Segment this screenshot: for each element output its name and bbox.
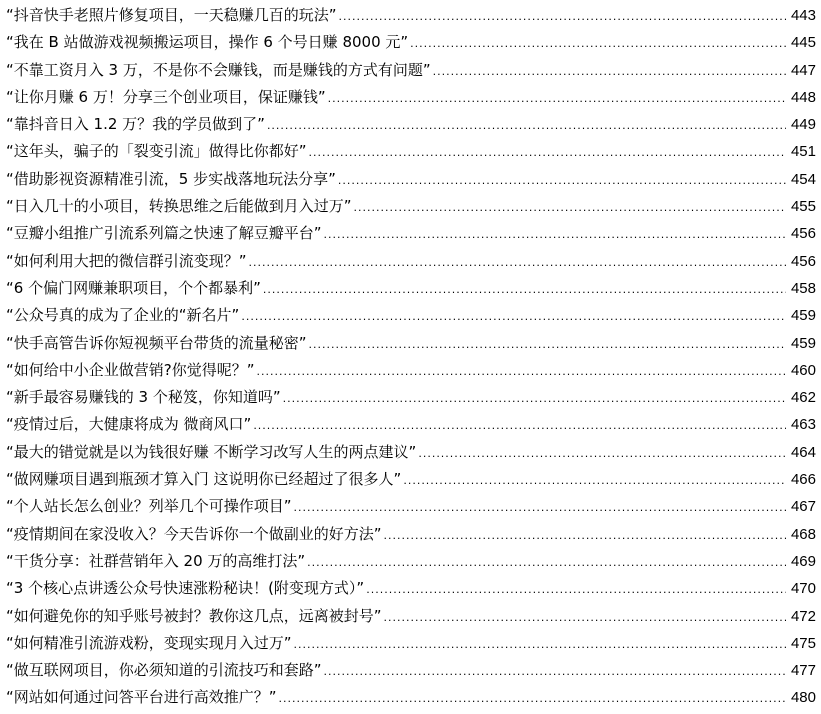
toc-entry[interactable] — [6, 657, 816, 684]
toc-entry-title: “网站如何通过问答平台进行高效推广？” — [6, 688, 277, 707]
toc-entry-title: “不靠工资月入 3 万，不是你不会赚钱，而是赚钱的方式有问题” — [6, 60, 431, 79]
toc-dot-leader — [354, 194, 786, 221]
toc-entry-page-number: 459 — [790, 307, 816, 325]
toc-entry-page-number: 462 — [790, 389, 816, 407]
toc-entry-title: “如何给中小企业做营销?你觉得呢？” — [6, 360, 255, 379]
toc-entry[interactable] — [6, 57, 816, 84]
toc-dot-leader — [279, 685, 786, 712]
toc-dot-leader — [403, 467, 786, 494]
toc-entry-page-number: 464 — [790, 443, 816, 461]
toc-entry[interactable] — [6, 29, 816, 56]
toc-dot-leader — [253, 412, 786, 439]
toc-entry-title: “疫情期间在家没收入？今天告诉你一个做副业的好方法” — [6, 524, 382, 543]
toc-entry[interactable] — [6, 603, 816, 630]
toc-dot-leader — [328, 85, 786, 112]
toc-entry[interactable] — [6, 466, 816, 493]
toc-entry[interactable] — [6, 330, 816, 357]
toc-entry[interactable] — [6, 193, 816, 220]
toc-entry[interactable] — [6, 302, 816, 329]
toc-entry-page-number: 480 — [790, 689, 816, 707]
toc-entry-title: “最大的错觉就是以为钱很好赚 不断学习改写人生的两点建议” — [6, 442, 417, 461]
toc-entry-title: “日入几十的小项目，转换思维之后能做到月入过万” — [6, 197, 352, 216]
toc-entry-page-number: 459 — [790, 334, 816, 352]
toc-entry-title: “我在 B 站做游戏视频搬运项目，操作 6 个号日赚 8000 元” — [6, 33, 409, 52]
toc-entry[interactable] — [6, 248, 816, 275]
toc-dot-leader — [384, 522, 786, 549]
toc-entry[interactable] — [6, 411, 816, 438]
toc-entry-title: “疫情过后，大健康将成为 微商风口” — [6, 415, 252, 434]
toc-dot-leader — [257, 358, 786, 385]
toc-entry-title: “做网赚项目遇到瓶颈才算入门 这说明你已经超过了很多人” — [6, 470, 402, 489]
toc-entry-title: “公众号真的成为了企业的“新名片” — [6, 306, 240, 325]
toc-entry[interactable] — [6, 111, 816, 138]
toc-entry[interactable] — [6, 493, 816, 520]
toc-entry-title: “靠抖音日入 1.2 万？我的学员做到了” — [6, 115, 265, 134]
toc-entry-page-number: 466 — [790, 471, 816, 489]
toc-entry-title: “如何利用大把的微信群引流变现？” — [6, 251, 247, 270]
toc-entry-title: “干货分享：社群营销年入 20 万的高维打法” — [6, 551, 306, 570]
toc-entry[interactable] — [6, 357, 816, 384]
toc-dot-leader — [294, 494, 786, 521]
toc-entry-page-number: 455 — [790, 198, 816, 216]
toc-entry-page-number: 458 — [790, 279, 816, 297]
toc-dot-leader — [366, 576, 786, 603]
toc-entry[interactable] — [6, 630, 816, 657]
toc-entry-page-number: 477 — [790, 662, 816, 680]
toc-dot-leader — [294, 631, 786, 658]
toc-entry-page-number: 463 — [790, 416, 816, 434]
toc-entry-page-number: 456 — [790, 225, 816, 243]
toc-entry[interactable] — [6, 521, 816, 548]
toc-dot-leader — [410, 30, 786, 57]
toc-entry-title: “这年头，骗子的「裂变引流」做得比你都好” — [6, 142, 307, 161]
toc-dot-leader — [384, 604, 786, 631]
toc-entry-page-number: 460 — [790, 361, 816, 379]
toc-entry-page-number: 468 — [790, 525, 816, 543]
toc-entry-title: “借助影视资源精准引流，5 步实战落地玩法分享” — [6, 169, 336, 188]
toc-entry-page-number: 449 — [790, 116, 816, 134]
toc-entry[interactable] — [6, 439, 816, 466]
toc-entry-title: “抖音快手老照片修复项目，一天稳赚几百的玩法” — [6, 6, 337, 24]
toc-dot-leader — [338, 167, 786, 194]
toc-entry-page-number: 470 — [790, 580, 816, 598]
toc-entry-title: “让你月赚 6 万！分享三个创业项目，保证赚钱” — [6, 87, 326, 106]
toc-entry[interactable] — [6, 275, 816, 302]
toc-entry-title: “6 个偏门网赚兼职项目，个个都暴利” — [6, 278, 261, 297]
toc-dot-leader — [324, 221, 786, 248]
toc-entry-page-number: 467 — [790, 498, 816, 516]
toc-entry[interactable] — [6, 684, 816, 711]
toc-dot-leader — [309, 331, 786, 358]
toc-entry-page-number: 451 — [790, 143, 816, 161]
toc-dot-leader — [433, 58, 786, 85]
toc-entry-title: “个人站长怎么创业？列举几个可操作项目” — [6, 497, 292, 516]
toc-entry[interactable] — [6, 575, 816, 602]
toc-entry-title: “快手高管告诉你短视频平台带货的流量秘密” — [6, 333, 307, 352]
toc-entry-title: “如何避免你的知乎账号被封？教你这几点，远离被封号” — [6, 606, 382, 625]
toc-dot-leader — [241, 303, 786, 330]
toc-entry-title: “如何精准引流游戏粉，变现实现月入过万” — [6, 633, 292, 652]
toc-entry-page-number: 448 — [790, 88, 816, 106]
toc-dot-leader — [307, 549, 786, 576]
toc-dot-leader — [418, 440, 786, 467]
toc-entry-title: “做互联网项目，你必须知道的引流技巧和套路” — [6, 661, 322, 680]
toc-entry-page-number: 447 — [790, 61, 816, 79]
toc-dot-leader — [283, 385, 786, 412]
toc-entry[interactable] — [6, 2, 816, 29]
toc-entry-title: “3 个核心点讲透公众号快速涨粉秘诀！(附变现方式）” — [6, 579, 365, 598]
toc-entry-page-number: 475 — [790, 634, 816, 652]
toc-entry-page-number: 472 — [790, 607, 816, 625]
toc-dot-leader — [249, 249, 786, 276]
toc-entry-page-number: 469 — [790, 552, 816, 570]
toc-entry-title: “新手最容易赚钱的 3 个秘笈，你知道吗” — [6, 388, 281, 407]
toc-entry-page-number: 443 — [790, 7, 816, 24]
toc-dot-leader — [267, 112, 786, 139]
toc-entry[interactable] — [6, 138, 816, 165]
toc-dot-leader — [263, 276, 786, 303]
toc-entry-page-number: 456 — [790, 252, 816, 270]
toc-dot-leader — [339, 3, 786, 30]
table-of-contents — [6, 2, 816, 712]
toc-dot-leader — [309, 139, 786, 166]
toc-entry[interactable] — [6, 548, 816, 575]
toc-entry[interactable] — [6, 84, 816, 111]
toc-entry[interactable] — [6, 220, 816, 247]
toc-dot-leader — [324, 658, 786, 685]
toc-entry-page-number: 454 — [790, 170, 816, 188]
toc-entry-page-number: 445 — [790, 34, 816, 52]
toc-entry[interactable] — [6, 384, 816, 411]
toc-entry[interactable] — [6, 166, 816, 193]
toc-entry-title: “豆瓣小组推广引流系列篇之快速了解豆瓣平台” — [6, 224, 322, 243]
